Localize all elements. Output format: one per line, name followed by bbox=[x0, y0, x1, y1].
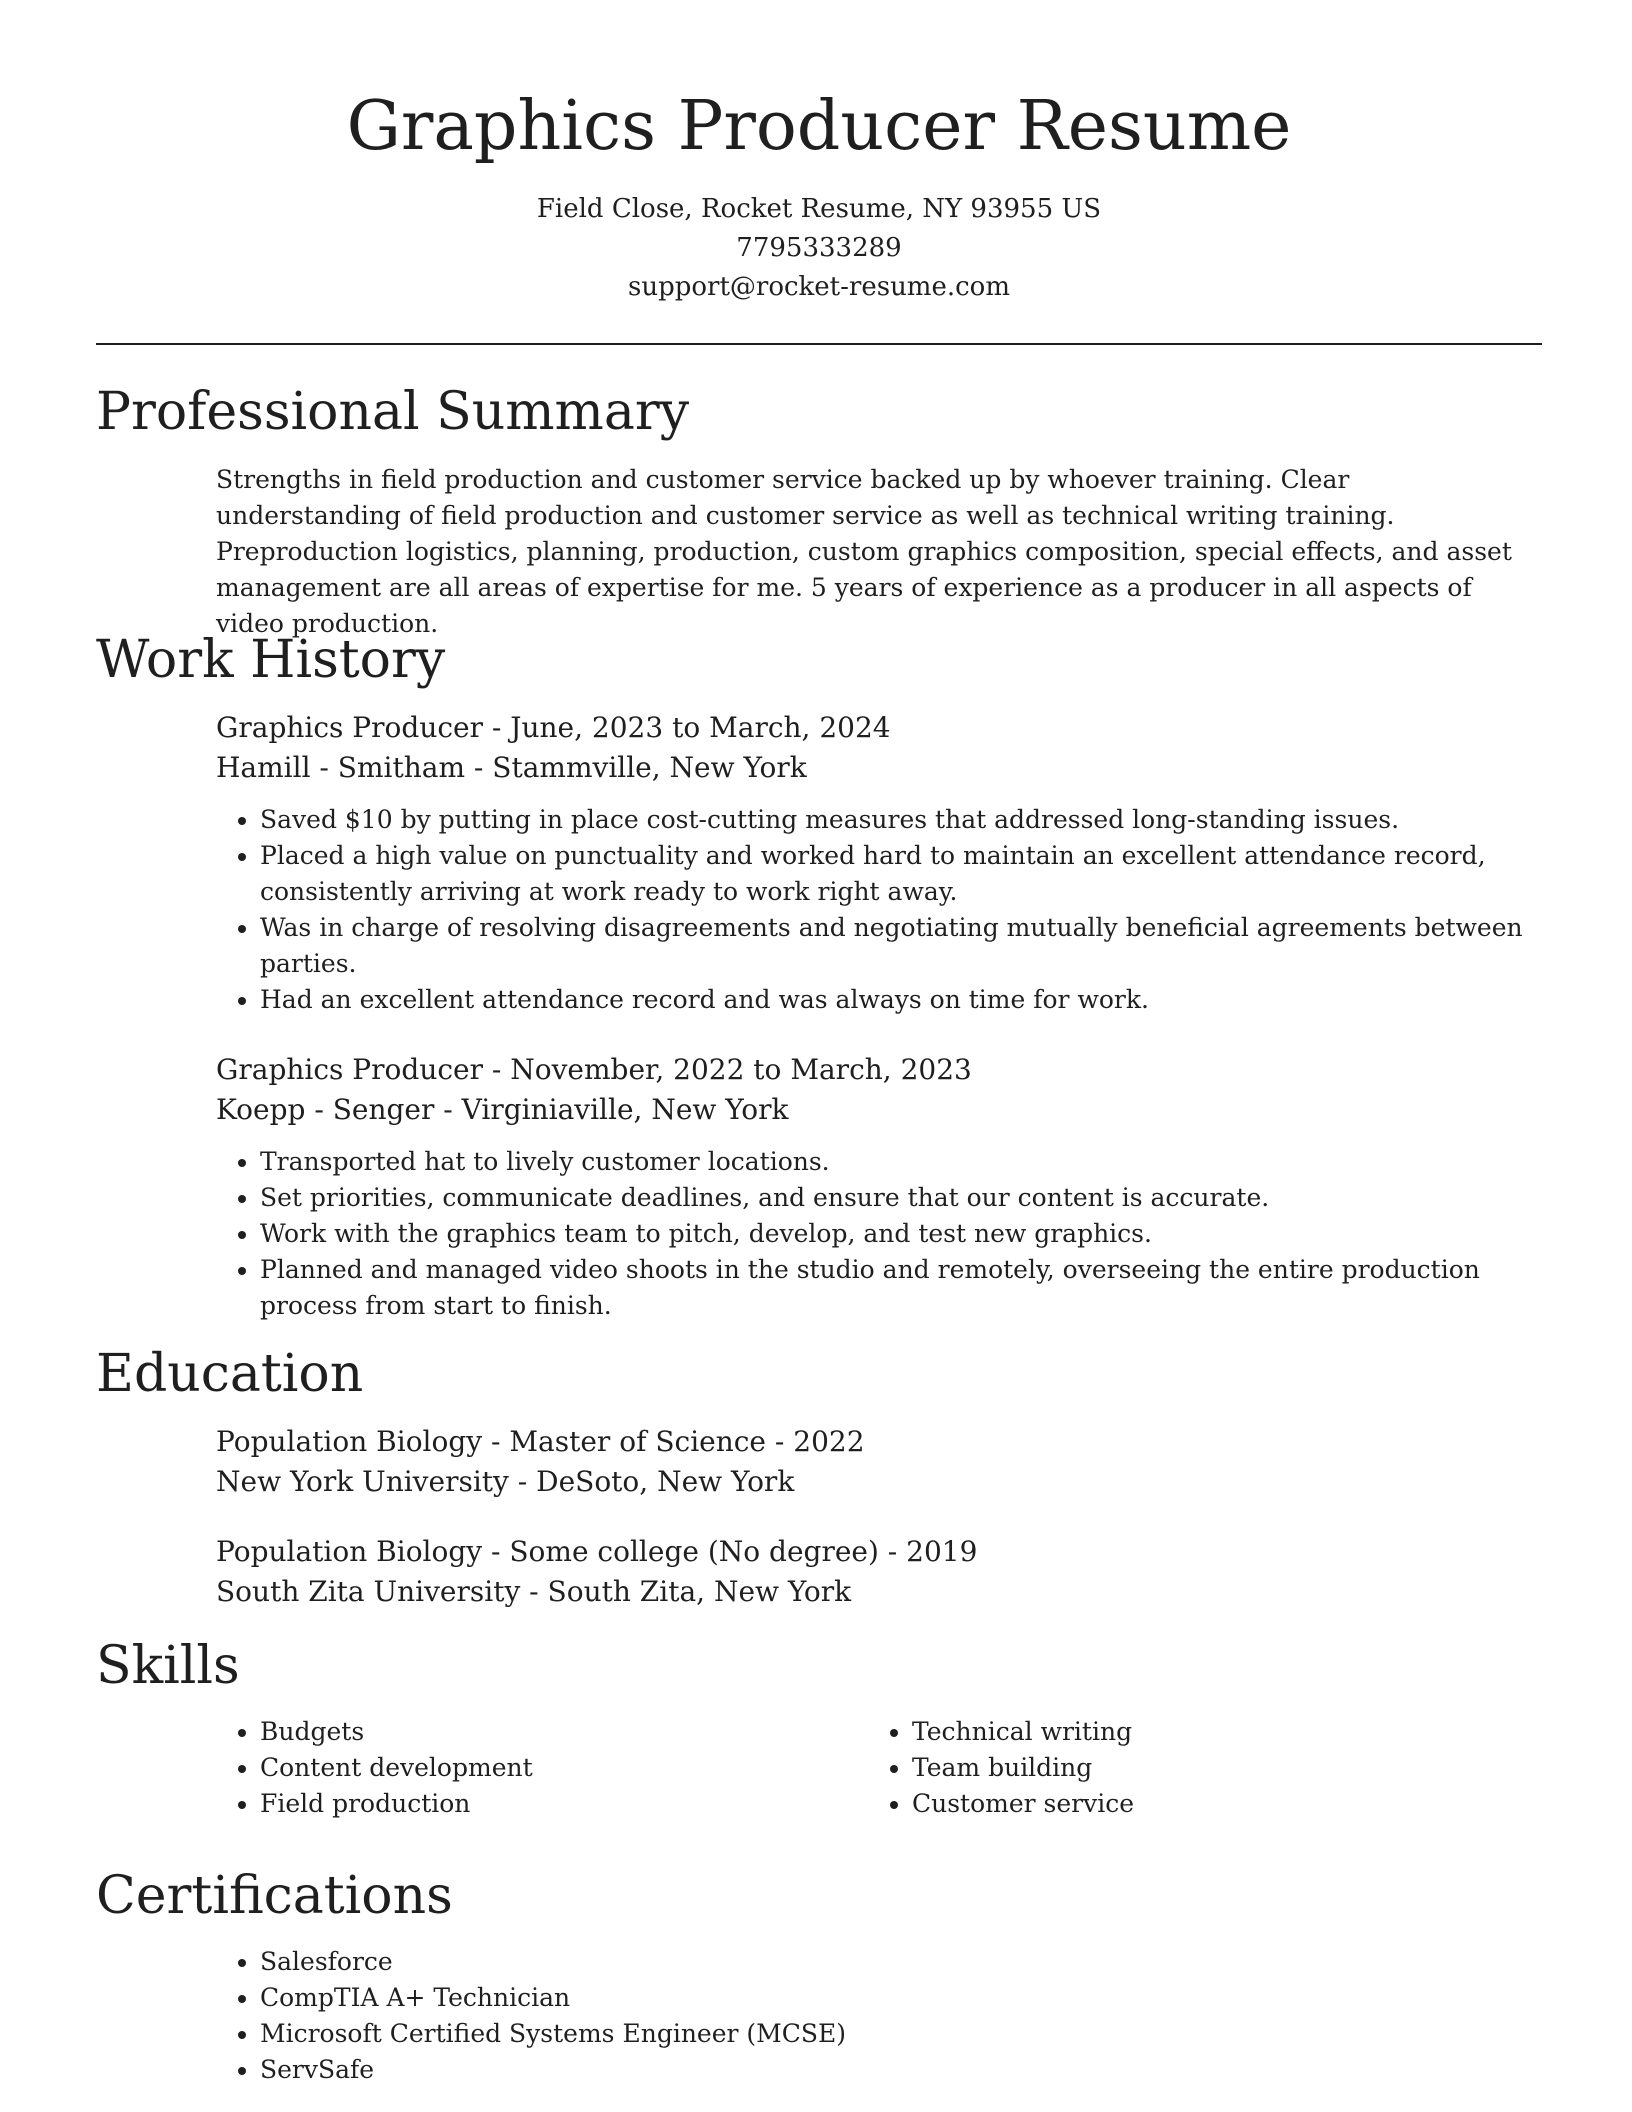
list-item: • Field production bbox=[260, 1786, 856, 1822]
skills-list bbox=[868, 1714, 1508, 1822]
education-entry bbox=[216, 1422, 1542, 1502]
education-entry bbox=[216, 1532, 1542, 1612]
certifications-block bbox=[216, 1944, 1542, 2088]
contact-address: Field Close, Rocket Resume, NY 93955 US bbox=[536, 194, 1102, 224]
list-item: • Salesforce bbox=[260, 1944, 1542, 1980]
education-degree-line: Population Biology - Master of Science - 2022 bbox=[216, 1425, 865, 1458]
section-heading-skills: Skills bbox=[96, 1636, 240, 1696]
contact-email: support@rocket-resume.com bbox=[627, 272, 1010, 302]
list-item: • Team building bbox=[912, 1750, 1508, 1786]
contact-phone: 7795333289 bbox=[736, 233, 902, 263]
list-item: • Customer service bbox=[912, 1786, 1508, 1822]
list-item: • Was in charge of resolving disagreements and negotiating mutually beneficial agreements between parties. bbox=[260, 910, 1542, 982]
header-divider bbox=[96, 343, 1542, 345]
page-title: Graphics Producer Resume bbox=[346, 87, 1292, 166]
certifications-list bbox=[216, 1944, 1542, 2088]
section-heading-summary: Professional Summary bbox=[96, 382, 690, 442]
skills-column-left bbox=[216, 1714, 856, 1822]
list-item: • Work with the graphics team to pitch, develop, and test new graphics. bbox=[260, 1216, 1542, 1252]
summary-text: Strengths in field production and customer service backed up by whoever training. Clear understanding of field production and customer service as well as technical writing training. Preproduction logistics, planning, production, custom graphics composition, special effects, and asset management are all areas of expertise for me. 5 years of experience as a producer in all aspects of video production. bbox=[216, 465, 1512, 638]
job-company-line: Hamill - Smitham - Stammville, New York bbox=[216, 751, 807, 784]
section-heading-certifications: Certifications bbox=[96, 1866, 453, 1926]
list-item: • Placed a high value on punctuality and worked hard to maintain an excellent attendance record, consistently arriving at work ready to work right away. bbox=[260, 838, 1542, 910]
section-heading-education: Education bbox=[96, 1344, 364, 1404]
list-item: • Had an excellent attendance record and was always on time for work. bbox=[260, 982, 1542, 1018]
list-item: • Set priorities, communicate deadlines, and ensure that our content is accurate. bbox=[260, 1180, 1542, 1216]
list-item: • Technical writing bbox=[912, 1714, 1508, 1750]
job-bullets bbox=[216, 802, 1542, 1018]
job-bullets bbox=[216, 1144, 1542, 1324]
education-school-line: New York University - DeSoto, New York bbox=[216, 1465, 795, 1498]
job-title-line: Graphics Producer - November, 2022 to March, 2023 bbox=[216, 1053, 972, 1086]
skills-list bbox=[216, 1714, 856, 1822]
section-heading-work-history: Work History bbox=[96, 630, 446, 690]
summary-block bbox=[216, 462, 1542, 642]
list-item: • Saved $10 by putting in place cost-cutting measures that addressed long-standing issues. bbox=[260, 802, 1542, 838]
job-entry bbox=[216, 1050, 1542, 1324]
skills-column-right bbox=[868, 1714, 1508, 1822]
list-item: • Microsoft Certified Systems Engineer (MCSE) bbox=[260, 2016, 1542, 2052]
list-item: • Content development bbox=[260, 1750, 856, 1786]
list-item: • Planned and managed video shoots in the studio and remotely, overseeing the entire production process from start to finish. bbox=[260, 1252, 1542, 1324]
list-item: • Transported hat to lively customer locations. bbox=[260, 1144, 1542, 1180]
list-item: • ServSafe bbox=[260, 2052, 1542, 2088]
list-item: • CompTIA A+ Technician bbox=[260, 1980, 1542, 2016]
job-company-line: Koepp - Senger - Virginiaville, New York bbox=[216, 1093, 789, 1126]
education-school-line: South Zita University - South Zita, New York bbox=[216, 1575, 852, 1608]
job-entry bbox=[216, 708, 1542, 1018]
education-degree-line: Population Biology - Some college (No degree) - 2019 bbox=[216, 1535, 978, 1568]
list-item: • Budgets bbox=[260, 1714, 856, 1750]
job-title-line: Graphics Producer - June, 2023 to March, 2024 bbox=[216, 711, 891, 744]
